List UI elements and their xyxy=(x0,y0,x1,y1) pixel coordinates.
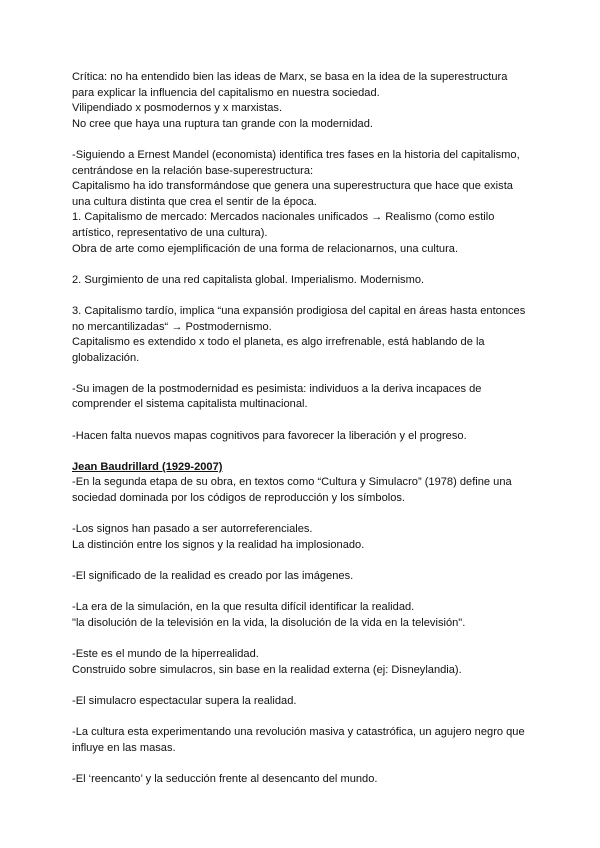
text-line: Capitalismo es extendido x todo el planeta, es algo irrefrenable, está hablando de la xyxy=(72,336,485,349)
text-line: Capitalismo ha ido transformándose que genera una superestructura que hace que exista xyxy=(72,180,513,193)
text-line: -La cultura esta experimentando una revolución masiva y catastrófica, un agujero negro que xyxy=(72,725,525,738)
text-line: -Su imagen de la postmodernidad es pesimista: individuos a la deriva incapaces de xyxy=(72,382,482,395)
text-line: artístico, representativo de una cultura). xyxy=(72,226,268,239)
paragraph-simulacro xyxy=(72,694,532,710)
text-line: La distinción entre los signos y la realidad ha implosionado. xyxy=(72,538,365,551)
paragraph-hiperrealidad xyxy=(72,647,532,678)
text-line: No cree que haya una ruptura tan grande con la modernidad. xyxy=(72,117,373,130)
document-body xyxy=(72,70,532,787)
text-line: Construido sobre simulacros, sin base en la realidad externa (ej: Disneylandia). xyxy=(72,663,462,676)
text-line: 1. Capitalismo de mercado: Mercados nacionales unificados → Realismo (como estilo xyxy=(72,211,495,224)
text-line: -El significado de la realidad es creado por las imágenes. xyxy=(72,570,354,582)
text-line: -Los signos han pasado a ser autorreferenciales. xyxy=(72,523,313,536)
paragraph-mandel-fases xyxy=(72,148,532,257)
text-line: 2. Surgimiento de una red capitalista global. Imperialismo. Modernismo. xyxy=(72,273,425,286)
text-line: "la disolución de la televisión en la vida, la disolución de la vida en la televisión". xyxy=(72,616,466,629)
text-line: centrándose en la relación base-superestructura: xyxy=(72,164,314,177)
text-line: -Este es el mundo de la hiperrealidad. xyxy=(72,647,259,660)
paragraph-mapas-cognitivos xyxy=(72,429,532,445)
section-baudrillard xyxy=(72,460,532,507)
text-line: globalización. xyxy=(72,351,140,364)
text-line: -Hacen falta nuevos mapas cognitivos para favorecer la liberación y el progreso. xyxy=(72,429,467,442)
paragraph-fase-2 xyxy=(72,273,532,289)
text-line: comprender el sistema capitalista multinacional. xyxy=(72,398,308,411)
text-line: Obra de arte como ejemplificación de una forma de relacionarnos, una cultura. xyxy=(72,242,459,255)
section-heading: Jean Baudrillard (1929-2007) xyxy=(72,460,223,473)
paragraph-significado xyxy=(72,569,532,585)
text-line: para explicar la influencia del capitalismo en nuestra sociedad. xyxy=(72,86,380,99)
text-line: -La era de la simulación, en la que resulta difícil identificar la realidad. xyxy=(72,601,415,614)
paragraph-simulacion xyxy=(72,600,532,631)
text-line: -En la segunda etapa de su obra, en textos como “Cultura y Simulacro” (1978) define una xyxy=(72,476,512,489)
text-line: no mercantilizadas“ → Postmodernismo. xyxy=(72,320,272,333)
paragraph-postmodernidad xyxy=(72,382,532,413)
text-line: -El ‘reencanto’ y la seducción frente al desencanto del mundo. xyxy=(72,772,378,785)
text-line: 3. Capitalismo tardío, implica “una expansión prodigiosa del capital en áreas hasta entonces xyxy=(72,304,526,317)
text-line: Crítica: no ha entendido bien las ideas de Marx, se basa en la idea de la superestructura xyxy=(72,71,508,83)
paragraph-fase-3 xyxy=(72,304,532,366)
text-line: sociedad dominada por los códigos de reproducción y los símbolos. xyxy=(72,492,406,505)
text-line: una cultura distinta que crea el sentir de la época. xyxy=(72,195,317,208)
paragraph-cultura xyxy=(72,725,532,756)
paragraph-reencanto xyxy=(72,772,532,788)
text-line: influye en las masas. xyxy=(72,741,176,754)
text-line: Vilipendiado x posmodernos y x marxistas. xyxy=(72,102,283,115)
text-line: -Siguiendo a Ernest Mandel (economista) identifica tres fases en la historia del capitalismo, xyxy=(72,148,520,161)
paragraph-signos xyxy=(72,522,532,553)
paragraph-critica xyxy=(72,70,532,132)
text-line: -El simulacro espectacular supera la realidad. xyxy=(72,694,297,707)
